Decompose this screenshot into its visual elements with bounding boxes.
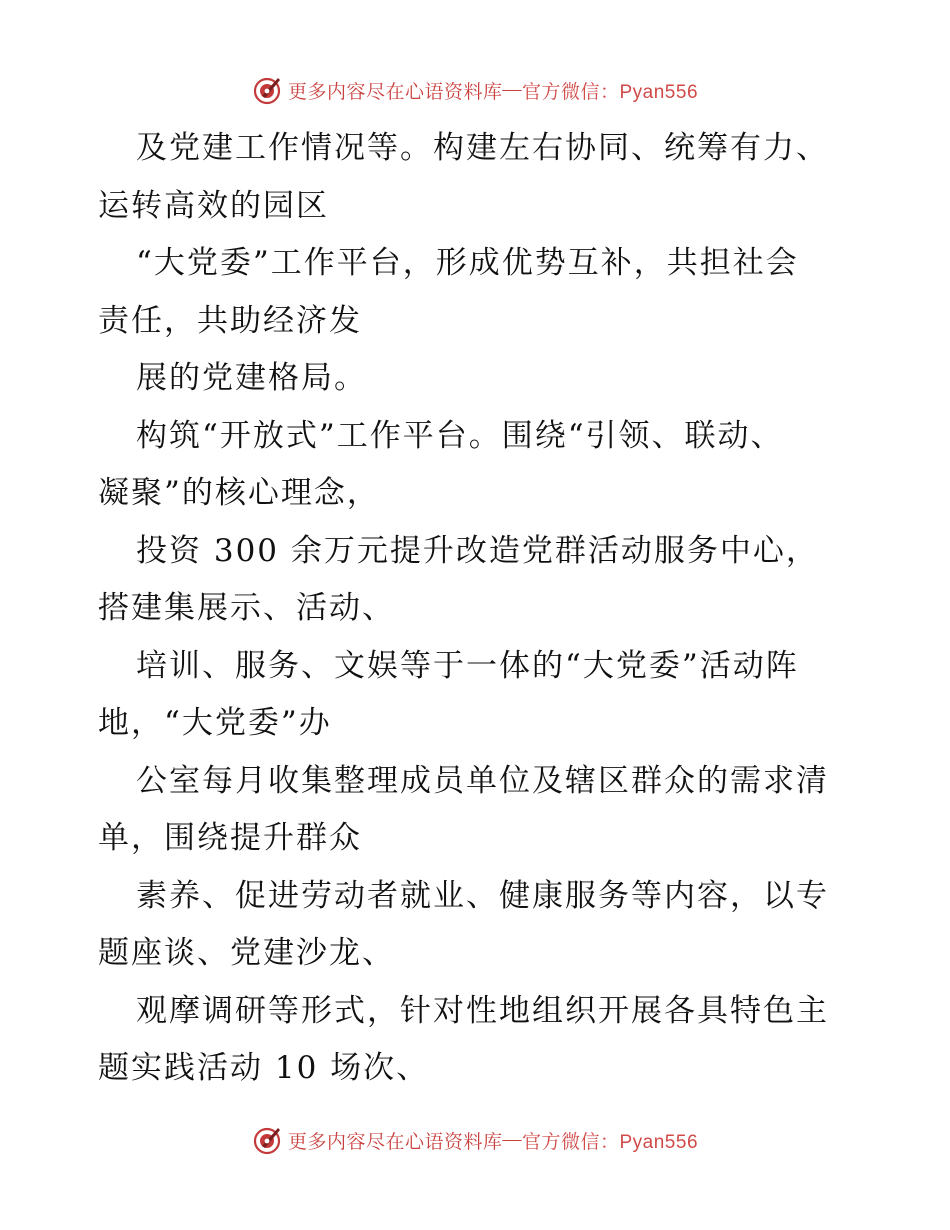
text-line: 投资 300 余万元提升改造党群活动服务中心， bbox=[136, 532, 819, 569]
text-line: “大党委”工作平台，形成优势互补，共担社会 bbox=[136, 245, 799, 281]
document-body bbox=[98, 120, 858, 1098]
watermark-text: 更多内容尽在心语资料库 bbox=[287, 1131, 503, 1153]
text-line: 构筑“开放式”工作平台。围绕“引领、联动、 bbox=[136, 417, 784, 454]
text-line: 运转高效的园区 bbox=[98, 187, 329, 224]
text-line: 培训、服务、文娱等于一体的“大党委”活动阵 bbox=[136, 647, 799, 684]
quill-seal-icon bbox=[252, 74, 284, 106]
watermark-text: 更多内容尽在心语资料库 bbox=[287, 81, 503, 103]
watermark-wechat: 官方微信：Pyan556 bbox=[522, 81, 699, 103]
text-line: 搭建集展示、活动、 bbox=[98, 590, 395, 626]
header-watermark bbox=[0, 72, 950, 108]
text-line: 责任，共助经济发 bbox=[98, 302, 362, 339]
text-line: 凝聚”的核心理念， bbox=[98, 475, 380, 511]
text-line: 展的党建格局。 bbox=[136, 360, 367, 396]
quill-seal-icon bbox=[252, 1124, 284, 1156]
text-line: 单，围绕提升群众 bbox=[98, 820, 362, 856]
watermark-dash: — bbox=[502, 79, 522, 100]
text-line: 素养、促进劳动者就业、健康服务等内容，以专 bbox=[136, 877, 829, 914]
text-line: 及党建工作情况等。构建左右协同、统筹有力、 bbox=[136, 130, 829, 166]
text-line: 观摩调研等形式，针对性地组织开展各具特色主 bbox=[136, 992, 829, 1029]
text-line: 公室每月收集整理成员单位及辖区群众的需求清 bbox=[136, 762, 829, 799]
text-line: 地，“大党委”办 bbox=[98, 705, 332, 741]
text-line: 题座谈、党建沙龙、 bbox=[98, 935, 395, 971]
footer-watermark bbox=[0, 1122, 950, 1158]
text-line: 题实践活动 10 场次、 bbox=[98, 1050, 430, 1086]
watermark-dash: — bbox=[502, 1129, 522, 1150]
watermark-wechat: 官方微信：Pyan556 bbox=[522, 1131, 699, 1153]
